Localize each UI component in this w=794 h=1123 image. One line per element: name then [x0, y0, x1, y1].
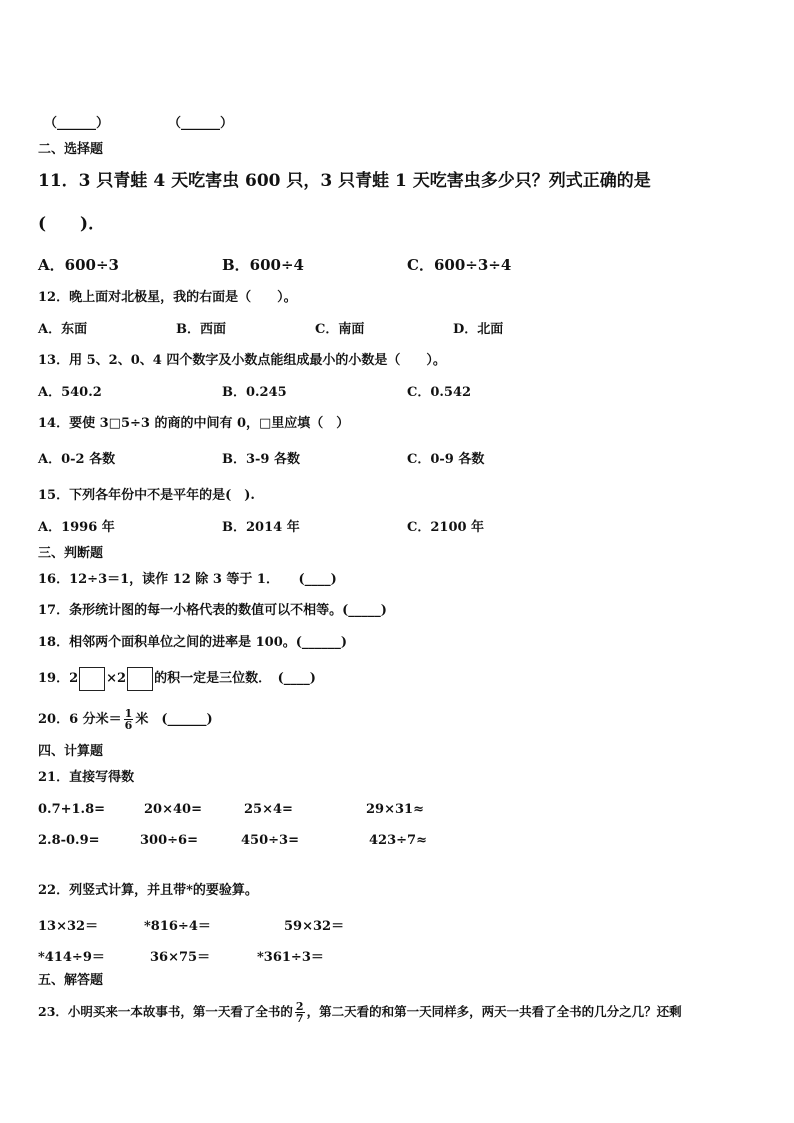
- question-23: [38, 998, 682, 1026]
- q14-option-b: B．3-9 各数: [222, 452, 301, 467]
- fraction-numerator: 2: [295, 1000, 304, 1013]
- q14-option-c: C．0-9 各数: [407, 452, 485, 467]
- q12-option-b: B．西面: [176, 322, 226, 337]
- blank-box: [127, 667, 153, 691]
- section-heading-choice: 二、选择题: [38, 142, 104, 157]
- q21-item: 29×31≈: [366, 802, 424, 817]
- q21-item: 300÷6=: [140, 833, 198, 848]
- blank-1: （______）: [44, 116, 110, 131]
- q21-item: 423÷7≈: [369, 833, 427, 848]
- q19-prefix: 19．2: [38, 671, 79, 686]
- question-22: 22．列竖式计算，并且带*的要验算。: [38, 883, 258, 898]
- q22-item: *361÷3＝: [257, 950, 324, 965]
- q22-item: 13×32＝: [38, 919, 99, 934]
- question-19: [38, 666, 316, 692]
- question-16: 16．12÷3＝1，读作 12 除 3 等于 1． (____): [38, 572, 337, 587]
- section-heading-judgement: 三、判断题: [38, 546, 104, 561]
- q11-option-c: C．600÷3÷4: [407, 256, 512, 274]
- q21-item: 0.7+1.8=: [38, 802, 106, 817]
- fraction-denominator: 6: [124, 719, 133, 732]
- question-20: [38, 706, 213, 734]
- q13-option-a: A．540.2: [38, 385, 102, 400]
- q12-option-c: C．南面: [315, 322, 365, 337]
- question-18: 18．相邻两个面积单位之间的进率是 100。(______): [38, 635, 348, 650]
- q14-option-a: A．0-2 各数: [38, 452, 116, 467]
- q11-option-a: A．600÷3: [38, 256, 119, 274]
- q21-item: 2.8-0.9=: [38, 833, 100, 848]
- q19-mid: ×2: [106, 671, 127, 686]
- question-12: 12．晚上面对北极星，我的右面是（ ）。: [38, 290, 297, 305]
- q20-prefix: 20．6 分米＝: [38, 712, 122, 727]
- q19-suffix: 的积一定是三位数． (____): [154, 671, 316, 686]
- q13-option-c: C．0.542: [407, 385, 472, 400]
- fraction-denominator: 7: [295, 1012, 304, 1025]
- q11-option-b: B．600÷4: [222, 256, 304, 274]
- fraction: [295, 1001, 305, 1024]
- q15-option-b: B．2014 年: [222, 520, 300, 535]
- question-14: 14．要使 3□5÷3 的商的中间有 0，□里应填（ ）: [38, 416, 350, 431]
- section-heading-calculation: 四、计算题: [38, 744, 104, 759]
- q22-item: *816÷4＝: [144, 919, 211, 934]
- q15-option-c: C．2100 年: [407, 520, 485, 535]
- q22-item: *414÷9＝: [38, 950, 105, 965]
- q23-suffix: ，第二天看的和第一天同样多，两天一共看了全书的几分之几？还剩: [306, 1004, 682, 1019]
- q22-item: 36×75＝: [150, 950, 211, 965]
- q21-item: 25×4=: [244, 802, 293, 817]
- question-11-paren: ( )．: [38, 214, 106, 234]
- q15-option-a: A．1996 年: [38, 520, 115, 535]
- q23-prefix: 23．小明买来一本故事书，第一天看了全书的: [38, 1004, 293, 1019]
- q21-item: 20×40=: [144, 802, 202, 817]
- blank-2: （______）: [168, 116, 234, 131]
- question-21: 21．直接写得数: [38, 770, 135, 785]
- blank-box: [79, 667, 105, 691]
- q20-suffix: 米 (______): [135, 712, 213, 727]
- q21-item: 450÷3=: [241, 833, 299, 848]
- q22-item: 59×32＝: [284, 919, 345, 934]
- question-11: 11．3 只青蛙 4 天吃害虫 600 只，3 只青蛙 1 天吃害虫多少只？列式正确的是: [38, 171, 651, 191]
- q12-option-a: A．东面: [38, 322, 88, 337]
- q13-option-b: B．0.245: [222, 385, 287, 400]
- fraction: [124, 708, 134, 731]
- section-heading-word-problems: 五、解答题: [38, 973, 104, 988]
- fraction-numerator: 1: [124, 707, 133, 720]
- q12-option-d: D．北面: [453, 322, 504, 337]
- question-17: 17．条形统计图的每一小格代表的数值可以不相等。(_____): [38, 603, 387, 618]
- question-15: 15．下列各年份中不是平年的是( ).: [38, 488, 255, 503]
- question-13: 13．用 5、2、0、4 四个数字及小数点能组成最小的小数是（ ）。: [38, 353, 446, 368]
